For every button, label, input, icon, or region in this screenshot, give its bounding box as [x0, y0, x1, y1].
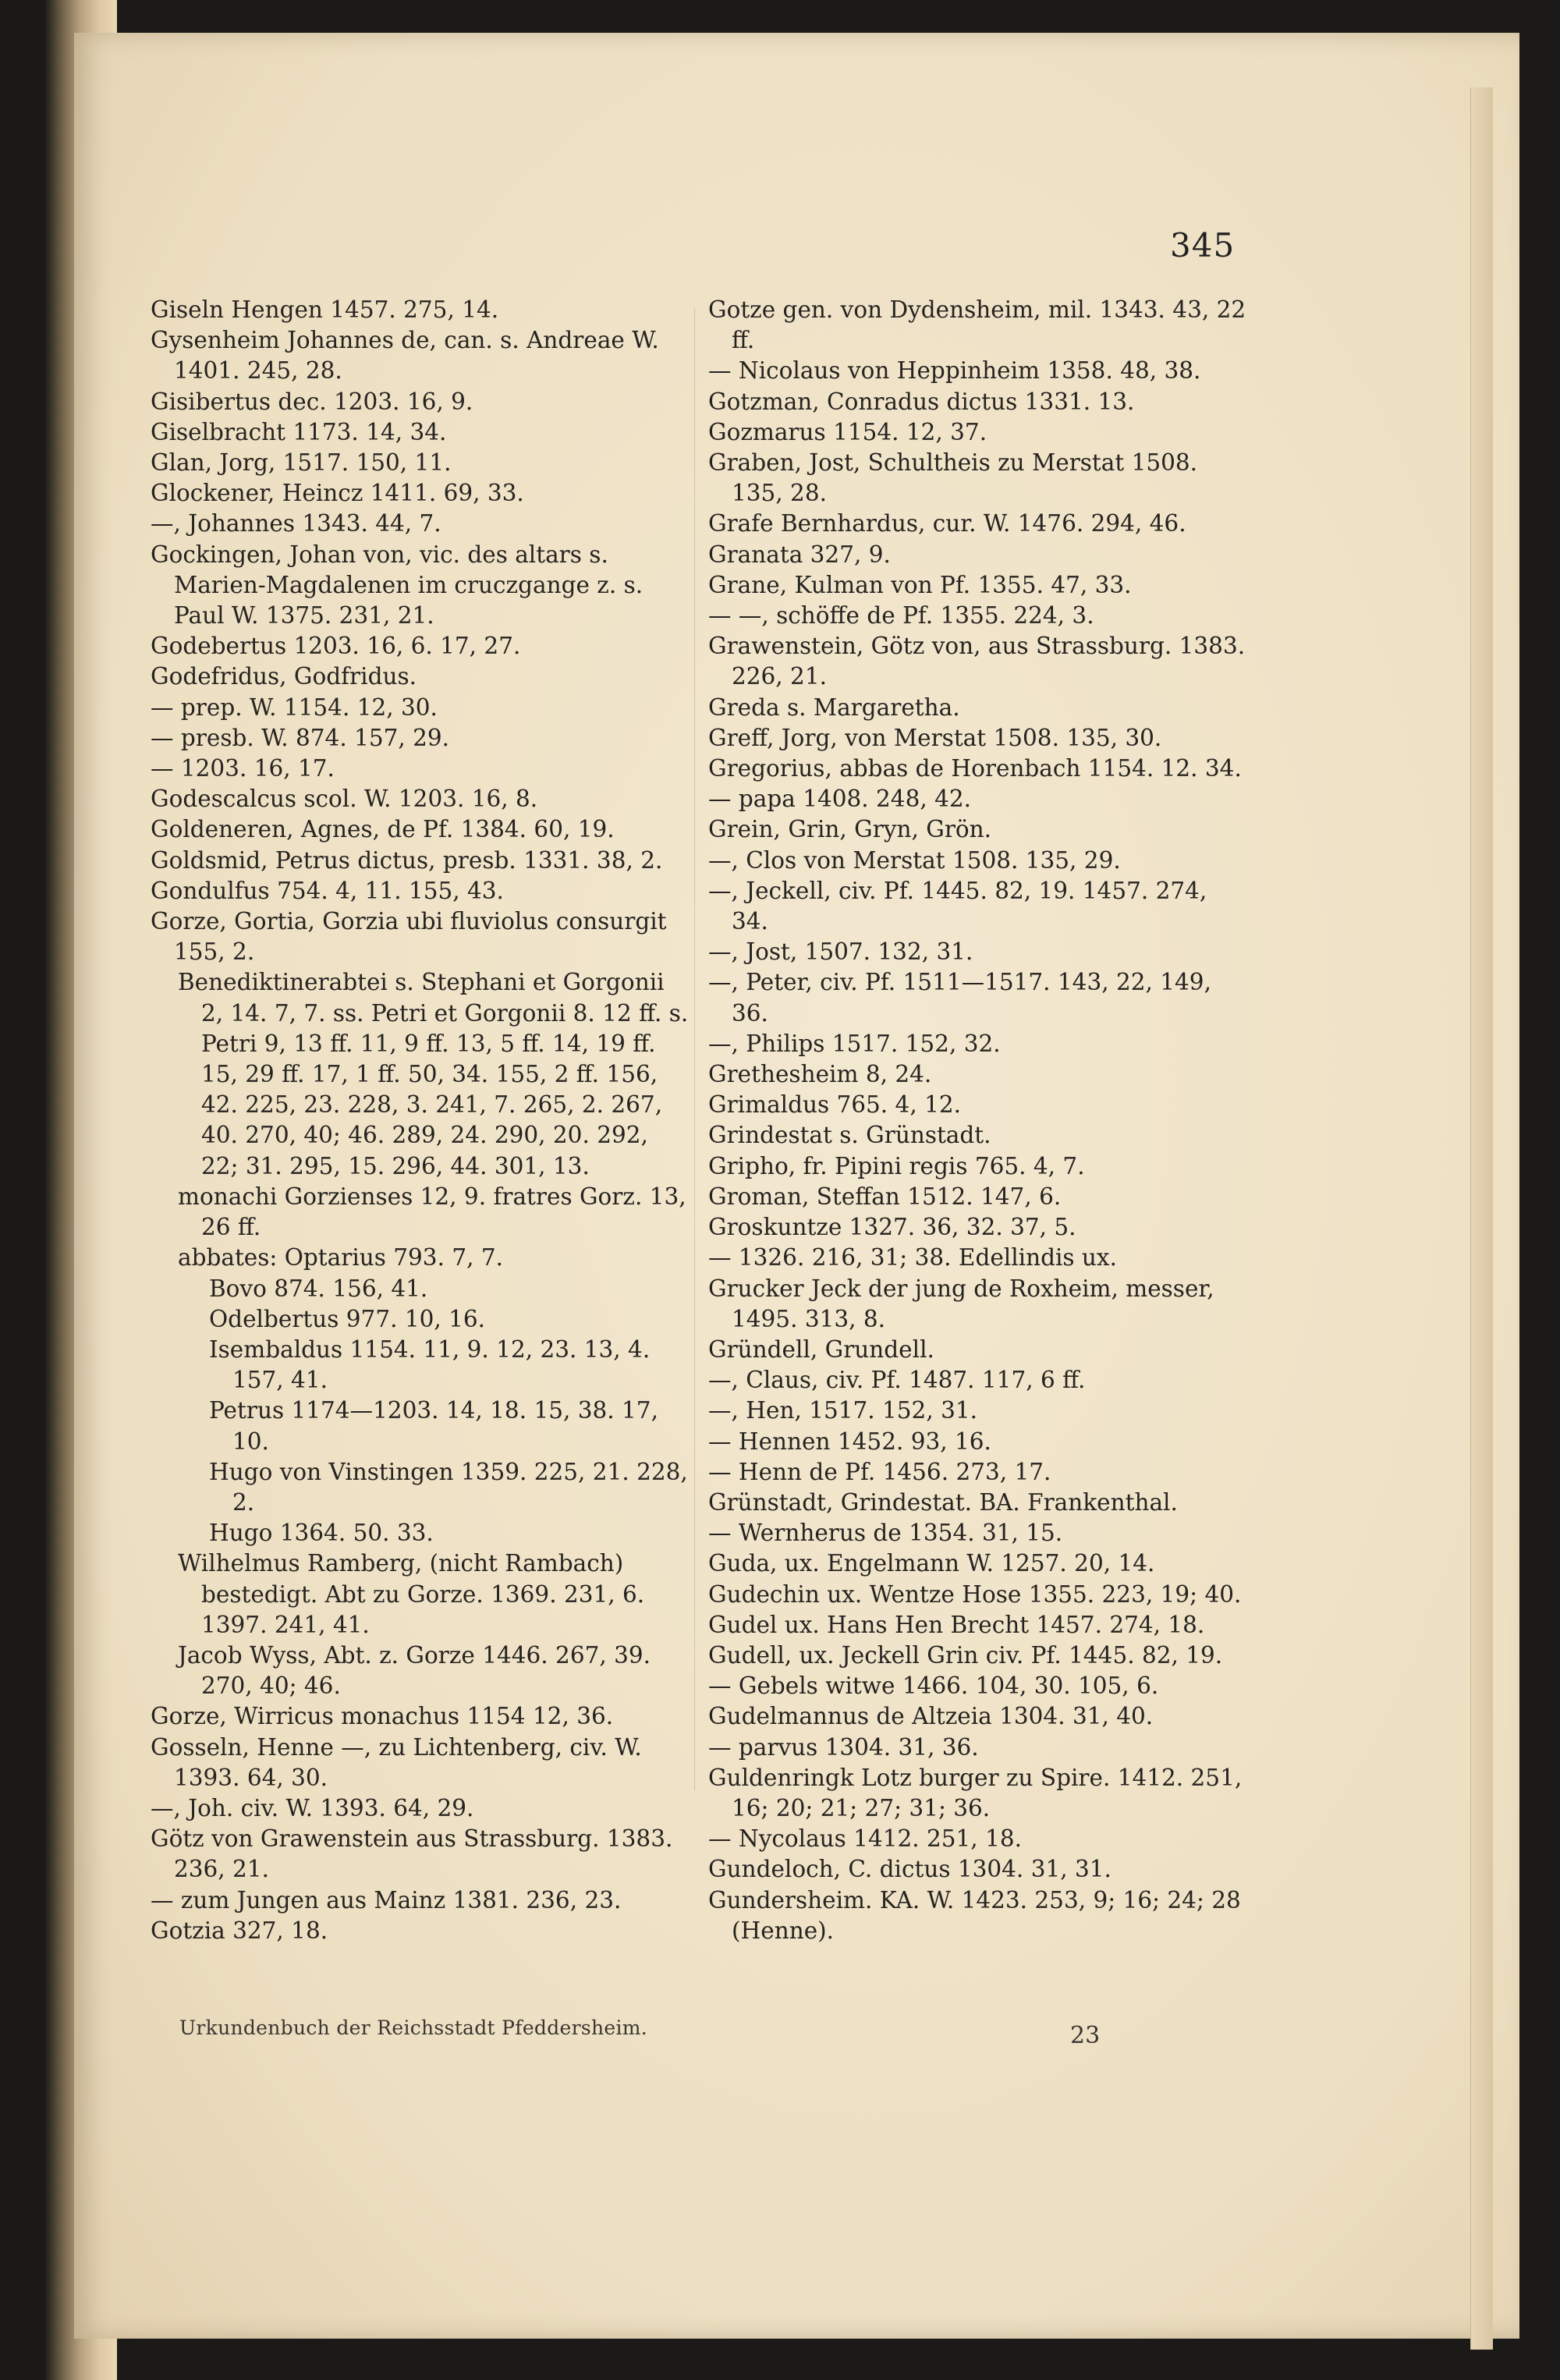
- index-entry: Giseln Hengen 1457. 275, 14.: [151, 296, 499, 323]
- index-entry: —, Hen, 1517. 152, 31.: [708, 1397, 977, 1424]
- index-entry: —, Claus, civ. Pf. 1487. 117, 6 ff.: [708, 1367, 1086, 1394]
- index-entry: — —, schöffe de Pf. 1355. 224, 3.: [708, 602, 1094, 630]
- index-entry: — Henn de Pf. 1456. 273, 17.: [708, 1458, 1051, 1485]
- index-entry: Greda s. Margaretha.: [708, 693, 960, 721]
- index-entry: —, Johannes 1343. 44, 7.: [151, 510, 441, 537]
- index-entry: Gosseln, Henne —, zu Lichtenberg, civ. W. 1393. 64, 30.: [151, 1733, 642, 1791]
- index-entry: Grafe Bernhardus, cur. W. 1476. 294, 46.: [708, 510, 1186, 537]
- index-entry: Godefridus, Godfridus.: [151, 663, 417, 690]
- index-entry: Gotze gen. von Dydensheim, mil. 1343. 43, 22 ff.: [708, 296, 1246, 354]
- index-entry: — zum Jungen aus Mainz 1381. 236, 23.: [151, 1886, 622, 1914]
- index-entry: Gozmarus 1154. 12, 37.: [708, 418, 987, 445]
- index-entry: — Wernherus de 1354. 31, 15.: [708, 1520, 1063, 1547]
- index-entry: Gudechin ux. Wentze Hose 1355. 223, 19; 40.: [708, 1580, 1242, 1608]
- index-entry: Grindestat s. Grünstadt.: [708, 1122, 991, 1149]
- index-entry: Granata 327, 9.: [708, 541, 891, 568]
- index-entry: Godebertus 1203. 16, 6. 17, 27.: [151, 633, 521, 660]
- index-entry: Grucker Jeck der jung de Roxheim, messer, 1495. 313, 8.: [708, 1275, 1214, 1332]
- index-entry: Odelbertus 977. 10, 16.: [209, 1305, 486, 1332]
- index-entry: Gudel ux. Hans Hen Brecht 1457. 274, 18.: [708, 1611, 1205, 1638]
- index-entry: Gysenheim Johannes de, can. s. Andreae W. 1401. 245, 28.: [151, 327, 659, 385]
- index-entry: — Nycolaus 1412. 251, 18.: [708, 1825, 1022, 1853]
- index-entry: Goldsmid, Petrus dictus, presb. 1331. 38, 2.: [151, 846, 663, 874]
- index-entry: Graben, Jost, Schultheis zu Merstat 1508. 135, 28.: [708, 449, 1198, 507]
- index-entry: Gripho, fr. Pipini regis 765. 4, 7.: [708, 1152, 1085, 1179]
- index-entry: Groskuntze 1327. 36, 32. 37, 5.: [708, 1214, 1076, 1241]
- index-entry: Grein, Grin, Gryn, Grön.: [708, 816, 992, 843]
- index-entry: Gudelmannus de Altzeia 1304. 31, 40.: [708, 1703, 1154, 1730]
- index-entry: Jacob Wyss, Abt. z. Gorze 1446. 267, 39. 270, 40; 46.: [178, 1641, 651, 1700]
- index-entry: Gundeloch, C. dictus 1304. 31, 31.: [708, 1856, 1112, 1883]
- page-edge: [1470, 87, 1493, 2350]
- index-entry: —, Peter, civ. Pf. 1511—1517. 143, 22, 149, 36.: [708, 969, 1211, 1027]
- index-entry: Giselbracht 1173. 14, 34.: [151, 418, 447, 445]
- index-entry: Guldenringk Lotz burger zu Spire. 1412. 251, 16; 20; 21; 27; 31; 36.: [708, 1764, 1243, 1821]
- index-entry: — 1203. 16, 17.: [151, 755, 335, 782]
- index-column-left: [151, 295, 689, 1946]
- index-entry: — presb. W. 874. 157, 29.: [151, 724, 450, 751]
- index-entry: Groman, Steffan 1512. 147, 6.: [708, 1183, 1062, 1210]
- index-entry: —, Joh. civ. W. 1393. 64, 29.: [151, 1794, 474, 1821]
- index-entry: Gregorius, abbas de Horenbach 1154. 12. 34.: [708, 755, 1242, 782]
- index-entry: — 1326. 216, 31; 38. Edellindis ux.: [708, 1244, 1117, 1272]
- index-entry: — Nicolaus von Heppinheim 1358. 48, 38.: [708, 357, 1201, 385]
- index-entry: — prep. W. 1154. 12, 30.: [151, 693, 438, 721]
- index-entry: —, Clos von Merstat 1508. 135, 29.: [708, 846, 1121, 874]
- index-entry: Grimaldus 765. 4, 12.: [708, 1091, 961, 1119]
- index-entry: —, Jeckell, civ. Pf. 1445. 82, 19. 1457. 274, 34.: [708, 877, 1207, 935]
- index-entry: — Hennen 1452. 93, 16.: [708, 1428, 991, 1455]
- index-entry: Goldeneren, Agnes, de Pf. 1384. 60, 19.: [151, 816, 615, 843]
- index-entry: Wilhelmus Ramberg, (nicht Rambach) bestedigt. Abt zu Gorze. 1369. 231, 6. 1397. 241, 41.: [178, 1550, 645, 1638]
- index-entry: Hugo von Vinstingen 1359. 225, 21. 228, 2.: [209, 1458, 688, 1516]
- index-entry: —, Philips 1517. 152, 32.: [708, 1030, 1001, 1057]
- index-entry: —, Jost, 1507. 132, 31.: [708, 938, 973, 966]
- index-entry: Godescalcus scol. W. 1203. 16, 8.: [151, 786, 538, 813]
- index-entry: Gondulfus 754. 4, 11. 155, 43.: [151, 877, 504, 904]
- index-entry: Götz von Grawenstein aus Strassburg. 1383. 236, 21.: [151, 1825, 673, 1883]
- index-entry: abbates: Optarius 793. 7, 7.: [178, 1244, 504, 1272]
- index-entry: Glockener, Heincz 1411. 69, 33.: [151, 480, 524, 507]
- index-entry: Gudell, ux. Jeckell Grin civ. Pf. 1445. 82, 19.: [708, 1641, 1223, 1669]
- index-column-right: [708, 295, 1246, 1946]
- index-entry: Guda, ux. Engelmann W. 1257. 20, 14.: [708, 1550, 1155, 1577]
- index-entry: Grethesheim 8, 24.: [708, 1061, 932, 1088]
- index-entry: Gotzman, Conradus dictus 1331. 13.: [708, 388, 1135, 415]
- footer-source: Urkundenbuch der Reichsstadt Pfeddersheim.: [179, 2016, 648, 2039]
- column-divider: [694, 308, 695, 1790]
- index-entry: Hugo 1364. 50. 33.: [209, 1520, 434, 1547]
- index-entry: Gotzia 327, 18.: [151, 1917, 328, 1944]
- index-entry: Grünstadt, Grindestat. BA. Frankenthal.: [708, 1488, 1178, 1516]
- page-number: 345: [1170, 226, 1236, 264]
- index-entry: Greff, Jorg, von Merstat 1508. 135, 30.: [708, 724, 1162, 751]
- index-entry: Grane, Kulman von Pf. 1355. 47, 33.: [708, 571, 1132, 598]
- index-entry: Gründell, Grundell.: [708, 1335, 934, 1363]
- index-entry: Gorze, Wirricus monachus 1154 12, 36.: [151, 1703, 614, 1730]
- index-entry: Gundersheim. KA. W. 1423. 253, 9; 16; 24; 28 (Henne).: [708, 1886, 1241, 1944]
- index-entry: — parvus 1304. 31, 36.: [708, 1733, 979, 1761]
- index-entry: Grawenstein, Götz von, aus Strassburg. 1383. 226, 21.: [708, 633, 1246, 690]
- index-entry: monachi Gorzienses 12, 9. fratres Gorz. 13, 26 ff.: [178, 1183, 686, 1241]
- footer-signature: 23: [1070, 2022, 1101, 2049]
- index-entry: — Gebels witwe 1466. 104, 30. 105, 6.: [708, 1672, 1159, 1700]
- index-entry: Benediktinerabtei s. Stephani et Gorgonii 2, 14. 7, 7. ss. Petri et Gorgonii 8. 12 ff. s. Petri 9, 13 ff. 11, 9 ff. 13, 5 ff. 14, 19 ff. 15, 29 ff. 17, 1 ff. 50, 34. 155, 2 ff. 156, 42. 225, 23. 228, 3. 241, 7. 265, 2. 267, 40. 270, 40; 46. 289, 24. 290, 20. 292, 22; 31. 295, 15. 296, 44. 301, 13.: [178, 969, 689, 1179]
- index-entry: Glan, Jorg, 1517. 150, 11.: [151, 449, 452, 477]
- index-entry: Isembaldus 1154. 11, 9. 12, 23. 13, 4. 157, 41.: [209, 1335, 651, 1394]
- index-entry: — papa 1408. 248, 42.: [708, 786, 972, 813]
- index-entry: Gisibertus dec. 1203. 16, 9.: [151, 388, 473, 415]
- index-entry: Gorze, Gortia, Gorzia ubi fluviolus consurgit 155, 2.: [151, 908, 667, 966]
- index-entry: Gockingen, Johan von, vic. des altars s. Marien-Magdalenen im cruczgange z. s. Paul W. 1375. 231, 21.: [151, 541, 644, 630]
- index-entry: Bovo 874. 156, 41.: [209, 1275, 428, 1302]
- index-entry: Petrus 1174—1203. 14, 18. 15, 38. 17, 10.: [209, 1397, 658, 1455]
